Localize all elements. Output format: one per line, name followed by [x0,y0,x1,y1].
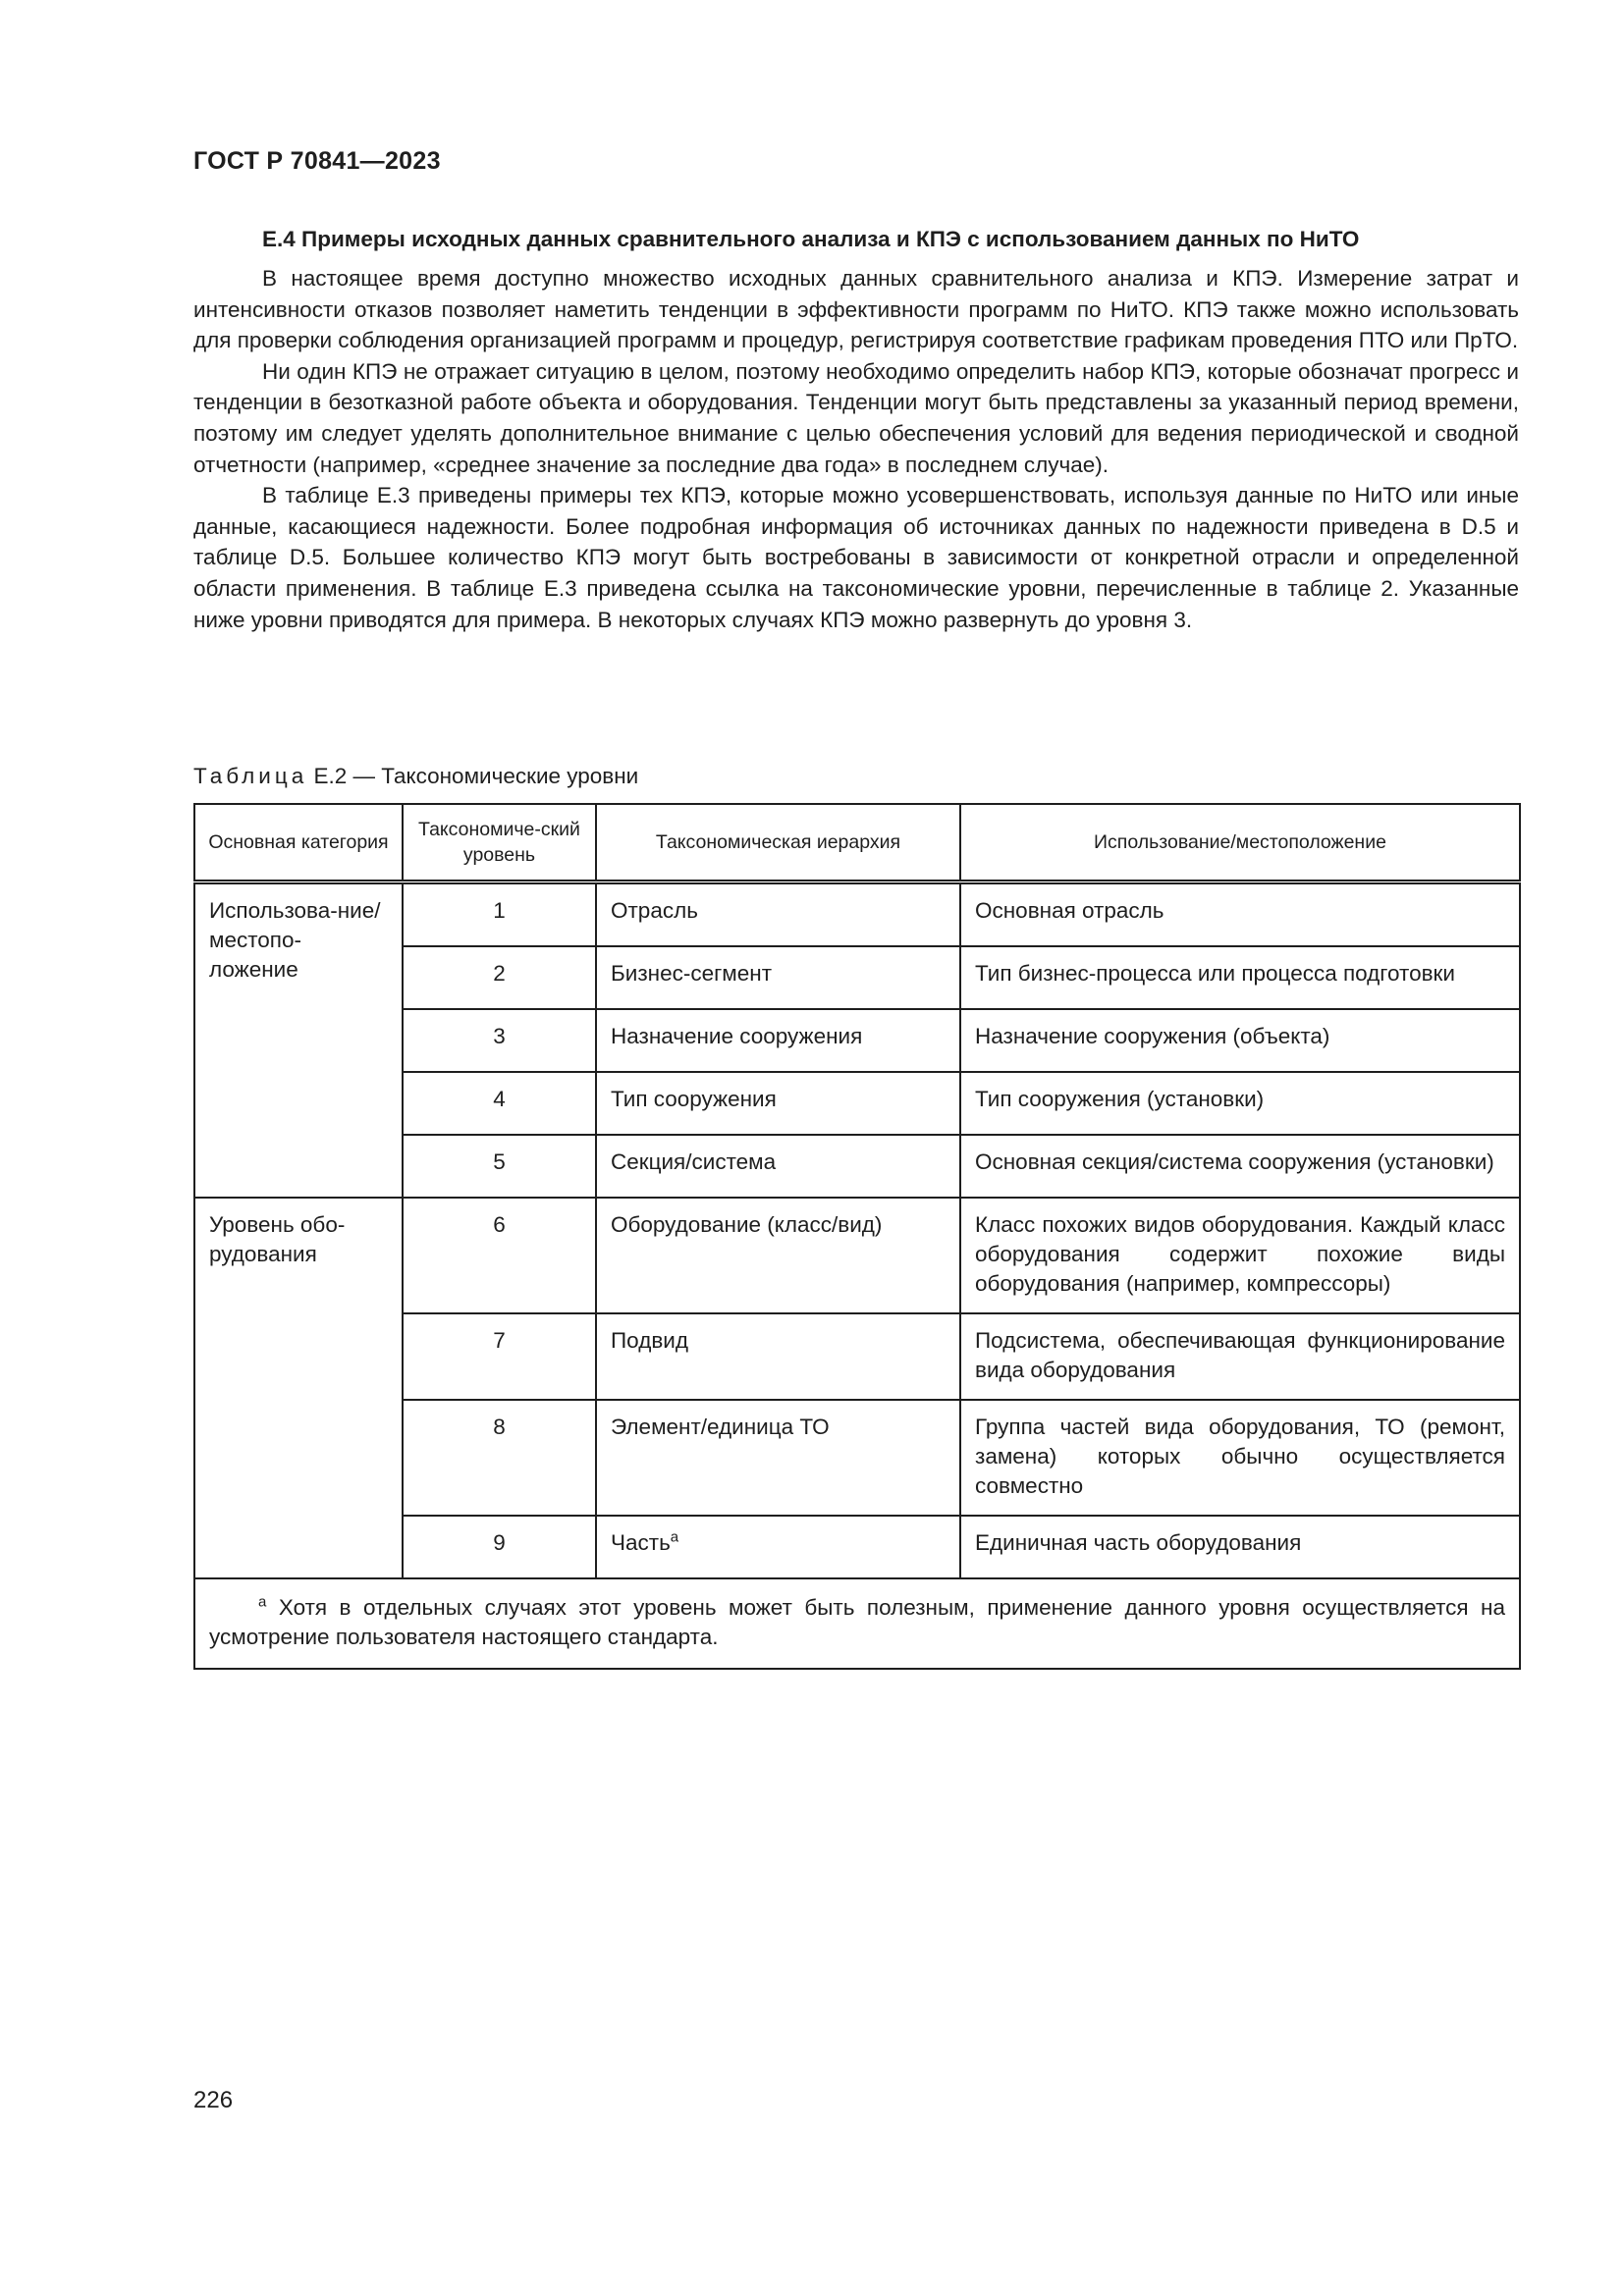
hierarchy-cell [596,1516,960,1578]
table-header-row [194,804,1520,882]
level-cell: 9 [403,1516,596,1578]
hierarchy-cell: Тип сооружения [596,1072,960,1135]
paragraph-3: В таблице Е.3 приведены примеры тех КПЭ, которые можно усовершенствовать, используя данные по НиТО или иные данные, касающиеся надежности. Более подробная информация об источниках данных по надежности приведена в D.5 и таблице D.5. Большее количество КПЭ могут быть востребованы в зависимости от конкретной отрасли и определенной области применения. В таблице Е.3 приведена ссылка на таксономические уровни, перечисленные в таблице 2. Указанные ниже уровни приводятся для примера. В некоторых случаях КПЭ можно развернуть до уровня 3. [193,483,1519,632]
table-footnote-row [194,1578,1520,1669]
category-use: Использова-ние/местопо-ложение [194,882,403,1199]
footnote-mark: a [258,1593,267,1611]
table-caption-text: Е.2 — Таксономические уровни [313,764,639,788]
usage-cell: Основная секция/система сооружения (установки) [960,1135,1520,1198]
level-cell: 5 [403,1135,596,1198]
hierarchy-cell: Секция/система [596,1135,960,1198]
usage-cell: Единичная часть оборудования [960,1516,1520,1578]
header-category: Основная категория [194,804,403,882]
hierarchy-text: Часть [611,1530,671,1555]
level-cell: 4 [403,1072,596,1135]
header-level: Таксономиче-ский уровень [403,804,596,882]
paragraph-2: Ни один КПЭ не отражает ситуацию в целом, поэтому необходимо определить набор КПЭ, которые обозначат прогресс и тенденции в безотказной работе объекта и оборудования. Тенденции могут быть представлены за указанный период времени, поэтому им следует уделять дополнительное внимание с целью обеспечения условий для ведения периодической и сводной отчетности (например, «среднее значение за последние два года» в последнем случае). [193,358,1519,477]
hierarchy-cell: Отрасль [596,882,960,947]
section-e4 [193,224,1519,635]
section-title: Е.4 Примеры исходных данных сравнительного анализа и КПЭ с использованием данных по НиТО [262,227,1360,251]
table-footnote [194,1578,1520,1669]
taxonomy-table [193,803,1521,1670]
hierarchy-cell: Оборудование (класс/вид) [596,1198,960,1313]
level-cell: 8 [403,1400,596,1516]
paragraph-1: В настоящее время доступно множество исходных данных сравнительного анализа и КПЭ. Измерение затрат и интенсивности отказов позволяет наметить тенденции в эффективности программ по НиТО. КПЭ также можно использовать для проверки соблюдения организацией программ и процедур, регистрируя соответствие графикам проведения ПТО или ПрТО. [193,266,1519,353]
usage-cell: Подсистема, обеспечивающая функционирование вида оборудования [960,1313,1520,1400]
usage-cell: Группа частей вида оборудования, ТО (ремонт, замена) которых обычно осуществляется совместно [960,1400,1520,1516]
table-caption [193,762,638,791]
category-equipment: Уровень обо-рудования [194,1198,403,1578]
level-cell: 3 [403,1009,596,1072]
header-usage: Использование/местоположение [960,804,1520,882]
level-cell: 1 [403,882,596,947]
hierarchy-cell: Подвид [596,1313,960,1400]
table-row [194,882,1520,947]
usage-cell: Тип сооружения (установки) [960,1072,1520,1135]
hierarchy-cell: Бизнес-сегмент [596,946,960,1009]
page-number: 226 [193,2087,234,2113]
header-hierarchy: Таксономическая иерархия [596,804,960,882]
table-row [194,1198,1520,1313]
hierarchy-cell: Элемент/единица ТО [596,1400,960,1516]
hierarchy-cell: Назначение сооружения [596,1009,960,1072]
usage-cell: Назначение сооружения (объекта) [960,1009,1520,1072]
usage-cell: Основная отрасль [960,882,1520,947]
usage-cell: Тип бизнес-процесса или процесса подготовки [960,946,1520,1009]
document-header: ГОСТ Р 70841—2023 [193,147,441,175]
level-cell: 2 [403,946,596,1009]
footnote-text: Хотя в отдельных случаях этот уровень может быть полезным, применение данного уровня осуществляется на усмотрение пользователя настоящего стандарта. [209,1595,1505,1649]
table-caption-label: Таблица [193,764,308,788]
level-cell: 7 [403,1313,596,1400]
footnote-ref: a [670,1528,679,1546]
level-cell: 6 [403,1198,596,1313]
usage-cell: Класс похожих видов оборудования. Каждый класс оборудования содержит похожие виды оборудования (например, компрессоры) [960,1198,1520,1313]
